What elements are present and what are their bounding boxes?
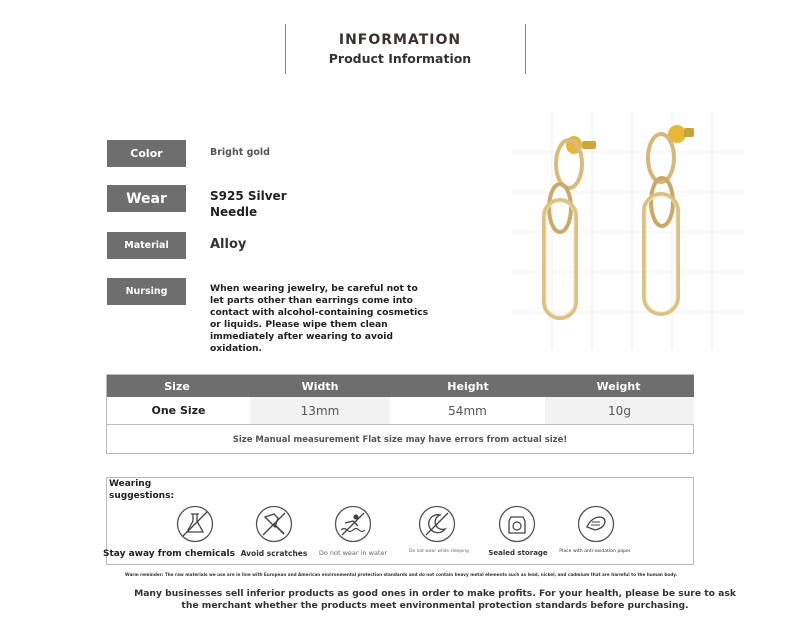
header-divider-right: [525, 24, 526, 74]
chemical-flask-icon: [176, 505, 214, 543]
nursing-value: When wearing jewelry, be careful not to let parts other than earrings come into contact with alcohol-containing cosmetics or liquids. Please wipe them clean immediately after wearing to avoid oxidation.: [210, 283, 429, 354]
suggestion-label-wipe: Place with anti-oxidation paper: [559, 549, 631, 554]
sealed-bag-icon: [498, 505, 536, 543]
wipe-cloth-icon: [577, 505, 615, 543]
wear-label: Wear: [107, 185, 186, 212]
suggestion-label-sealed: Sealed storage: [488, 549, 548, 557]
suggestion-label-chemicals: Stay away from chemicals: [103, 549, 235, 559]
no-water-icon: [334, 505, 372, 543]
table-header-weight: Weight: [543, 375, 694, 397]
table-cell-height: 54mm: [448, 403, 487, 418]
color-label: Color: [107, 140, 186, 167]
earring-photo: [512, 112, 744, 350]
table-cell-weight: 10g: [545, 397, 694, 424]
color-value: Bright gold: [210, 147, 270, 158]
size-note: Size Manual measurement Flat size may have errors from actual size!: [107, 424, 693, 455]
wear-value: S925 Silver Needle: [210, 189, 287, 219]
table-header-height: Height: [393, 375, 543, 397]
warm-reminder: Warm reminder: The raw materials we use are in line with European and American environmental protection standards and do not contain heavy metal elements such as lead, nickel, and cadmium that are harmful to the human body.: [125, 572, 678, 577]
footer-line-2: the merchant whether the products meet environmental protection standards before purchasing.: [181, 600, 689, 611]
page-title: INFORMATION: [338, 32, 462, 48]
table-cell-size: One Size: [151, 404, 206, 417]
no-sleep-icon: [418, 505, 456, 543]
page-subtitle: Product Information: [328, 51, 472, 66]
table-header-size: Size: [107, 375, 247, 397]
header-divider-left: [285, 24, 286, 74]
table-header-width: Width: [247, 375, 393, 397]
size-table: [106, 374, 694, 454]
suggestion-label-sleep: Do not wear while sleeping: [409, 549, 469, 554]
material-value: Alloy: [210, 237, 247, 252]
suggestion-label-scratches: Avoid scratches: [240, 549, 308, 558]
wearing-suggestions-panel: [103, 477, 694, 565]
nursing-label: Nursing: [107, 278, 186, 305]
suggestions-title: Wearing suggestions:: [109, 479, 175, 501]
suggestion-label-water: Do not wear in water: [318, 549, 388, 557]
material-label: Material: [107, 232, 186, 259]
no-scratch-icon: [255, 505, 293, 543]
footer-line-1: Many businesses sell inferior products as good ones in order to make profits. For your health, please be sure to ask: [134, 588, 736, 599]
table-cell-width: 13mm: [250, 397, 390, 424]
